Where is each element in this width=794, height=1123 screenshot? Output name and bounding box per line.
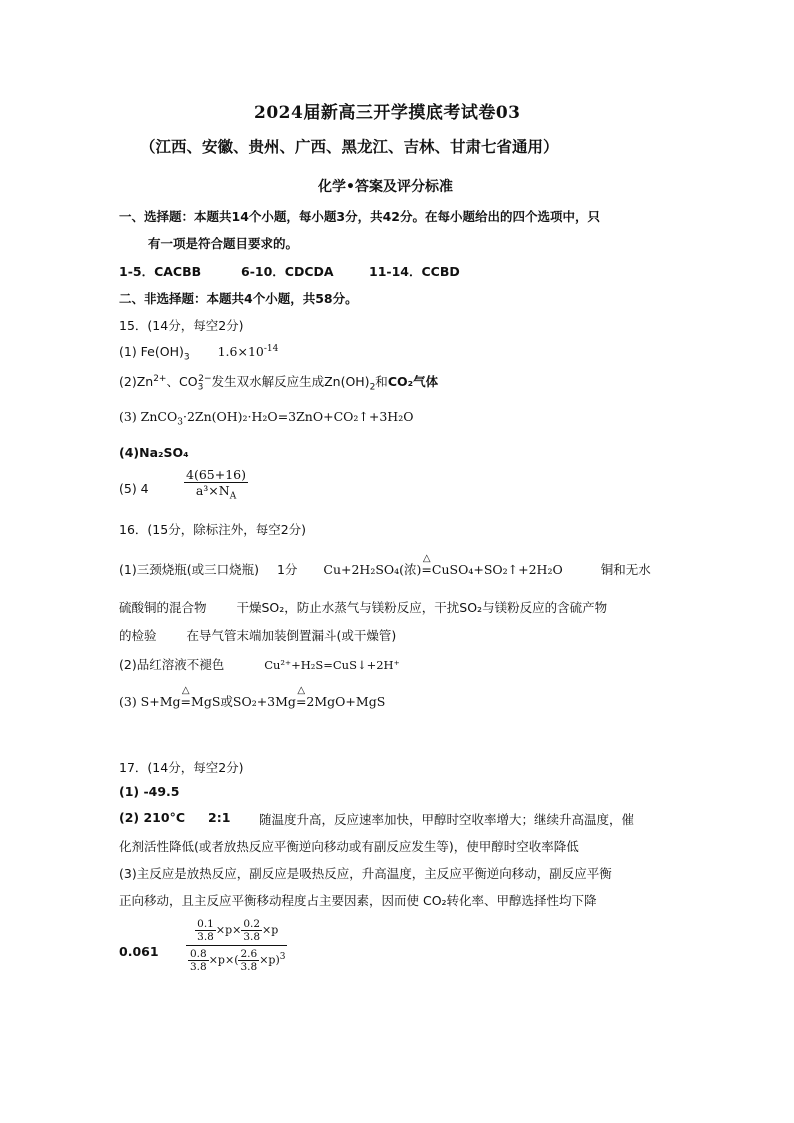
q16-answer-1-line2: 硫酸铜的混合物 干燥SO₂，防止水蒸气与镁粉反应，干扰SO₂与镁粉反应的含硫产物 bbox=[119, 600, 608, 615]
section1-line1: 一、选择题：本题共14个小题，每小题3分，共42分。在每小题给出的四个选项中，只 bbox=[119, 209, 600, 224]
q16-answer-1-line1: (1)三颈烧瓶(或三口烧瓶) 1分 Cu+2H₂SO₄(浓) △ =CuSO₄+SO₂↑+2H₂O 铜和无水 bbox=[119, 553, 651, 577]
q16-answer-3: (3) S+Mg △ =MgS或SO₂+3Mg △ =2MgO+MgS bbox=[119, 685, 386, 709]
q16-answer-1-line3: 的检验 在导气管末端加装倒置漏斗(或干燥管) bbox=[119, 628, 397, 643]
q17-answer-1: (1) -49.5 bbox=[119, 784, 180, 799]
q15-header: 15．(14分，每空2分) bbox=[119, 318, 244, 333]
q17-answer-3-line2: 正向移动，且主反应平衡移动程度占主要因素，因而使 CO₂转化率、甲醇选择性均下降 bbox=[119, 893, 597, 908]
q17-header: 17．(14分，每空2分) bbox=[119, 760, 244, 775]
section-heading: 化学•答案及评分标准 bbox=[318, 179, 453, 195]
q15-a1-label: (1) Fe(OH) bbox=[119, 344, 184, 359]
q15-answer-5-fraction: $\frac{4(65+16)}{a^3\times N_A}$ bbox=[186, 467, 246, 502]
q17-answer-2-text1: 随温度升高，反应速率加快，甲醇时空收率增大；继续升高温度，催 bbox=[259, 812, 635, 827]
q16-header: 16．(15分，除标注外，每空2分) bbox=[119, 522, 307, 537]
kp-expression: $\frac{0.1}{3.8}$ ×p× $\frac{0.2}{3.8}$ ×p $\frac{0.8}{3.8}$ ×p×( $\frac{2.6}{3.8}$ ×p)$^3$ bbox=[186, 918, 287, 973]
mc-answers-11-14: 11-14．CCBD bbox=[369, 264, 460, 279]
page-subtitle: （江西、安徽、贵州、广西、黑龙江、吉林、甘肃七省通用） bbox=[140, 137, 559, 156]
q15-a1-value: $1.6\times 10^{-14}$ bbox=[217, 343, 279, 359]
q16-answer-2: (2)品红溶液不褪色 Cu²⁺+H₂S=CuS↓+2H⁺ bbox=[119, 657, 400, 672]
q17-answer-4-value: 0.061 bbox=[119, 944, 159, 959]
page-title: 2024届新高三开学摸底考试卷03 bbox=[254, 103, 521, 123]
q15-answer-4: (4)Na₂SO₄ bbox=[119, 445, 189, 460]
q15-a1-sub: 3 bbox=[183, 352, 190, 363]
mc-answers-1-5: 1-5．CACBB bbox=[119, 264, 202, 279]
q17-answer-2-ratio: 2:1 bbox=[208, 810, 231, 825]
q15-answer-2: $(2)Zn^{2+}$、$CO_3^{2-}$发生双水解反应生成$Zn(OH)_2$和CO₂气体 bbox=[119, 373, 439, 393]
q15-answer-5-label: (5) 4 bbox=[119, 481, 149, 496]
mc-answers-6-10: 6-10．CDCDA bbox=[241, 264, 334, 279]
q15-answer-1 bbox=[119, 343, 279, 363]
q17-answer-3-line1: (3)主反应是放热反应，副反应是吸热反应，升高温度，主反应平衡逆向移动，副反应平衡 bbox=[119, 866, 612, 881]
q17-answer-2-text2: 化剂活性降低(或者放热反应平衡逆向移动或有副反应发生等)，使甲醇时空收率降低 bbox=[119, 839, 579, 854]
q15-answer-3: (3) ZnCO$_3$·2Zn(OH)₂·H₂O =3ZnO+CO₂↑+3H₂O bbox=[119, 409, 414, 428]
section2-heading: 二、非选择题：本题共4个小题，共58分。 bbox=[119, 291, 358, 306]
q17-answer-2-temp: (2) 210°C bbox=[119, 810, 185, 825]
section1-line2: 有一项是符合题目要求的。 bbox=[148, 236, 299, 251]
